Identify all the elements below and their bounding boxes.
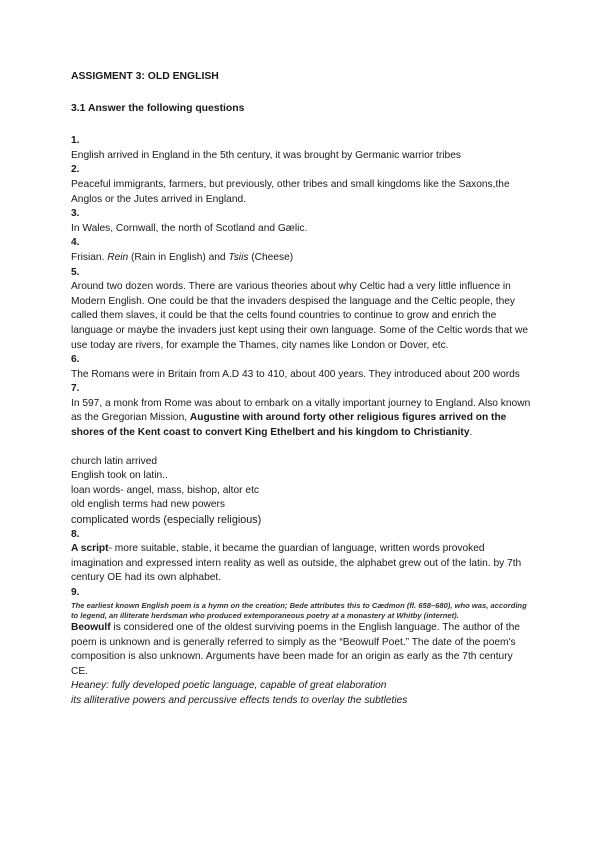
answer-1: English arrived in England in the 5th century, it was brought by Germanic warrior tribes xyxy=(71,149,461,161)
question-6-number: 6. xyxy=(71,354,80,366)
note-line: complicated words (especially religious) xyxy=(71,514,262,527)
answer-4 xyxy=(71,251,531,266)
answer-8-text: - more suitable, stable, it became the guardian of language, written words provoked imagination and expressed intern reality as well as outside, the alphabet grew out of the latin. by 7th century OE had its own alphabet. xyxy=(71,543,522,584)
answer-7-text: In 597, a monk from Rome was about to embark on a vitally important journey to England. Also known as the Gregorian Mission, xyxy=(71,397,531,424)
answer-8-bold: A script xyxy=(71,543,109,555)
answer-7-end: . xyxy=(469,427,473,439)
answer-4-mid: (Rain in English) and xyxy=(128,251,229,263)
answer-5: Around two dozen words. There are various theories about why Celtic had a very little influence in Modern English. One could be that the invaders despised the language and the Celtic people, they called them slaves, it could be that the celts found countries to continue to grow and enrich the language or maybe the invaders just kept using their own language. Some of the Celtic words that we use today are rivers, for example the Thames, city names like London or Dover, etc. xyxy=(71,281,529,351)
note-line: church latin arrived xyxy=(71,455,158,467)
question-8-number: 8. xyxy=(71,528,80,540)
question-1-number: 1. xyxy=(71,135,80,147)
section-heading: 3.1 Answer the following questions xyxy=(71,102,245,114)
answer-9-bold: Beowulf xyxy=(71,622,111,633)
spacer xyxy=(71,441,531,455)
note-line: loan words- angel, mass, bishop, altor etc xyxy=(71,484,259,496)
question-5-number: 5. xyxy=(71,266,80,278)
answer-8 xyxy=(71,542,531,586)
answer-4-post: (Cheese) xyxy=(248,251,294,263)
question-2-number: 2. xyxy=(71,164,80,176)
answer-7-bold: Augustine with around forty other religious figures arrived on the shores of the Kent coast to convert King Ethelbert and his kingdom to Christianity xyxy=(71,412,507,439)
answer-3: In Wales, Cornwall, the north of Scotland and Gælic. xyxy=(71,222,308,234)
answer-9 xyxy=(71,621,531,679)
page-title: ASSIGMENT 3: OLD ENGLISH xyxy=(71,71,219,82)
note-line: old english terms had new powers xyxy=(71,499,226,511)
answer-4-rein: Rein xyxy=(107,251,129,263)
answer-9-quote: The earliest known English poem is a hymn on the creation; Bede attributes this to Cædmon (fl. 658–680), who was, according to legend, an illiterate herdsman who produced extemporaneous poetry at a monastery at Whitby (internet). xyxy=(71,600,527,620)
question-4-number: 4. xyxy=(71,237,80,249)
answer-2: Peaceful immigrants, farmers, but previously, other tribes and small kingdoms like the Saxons,the Anglos or the Jutes arrived in England. xyxy=(71,178,510,205)
answer-9-text: is considered one of the oldest surviving poems in the English language. The author of the poem is unknown and is generally referred to simply as the “Beowulf Poet.” The date of the poem's composition is also unknown. Arguments have been made for an origin as early as the 7th century CE. xyxy=(71,622,520,677)
note-line: English took on latin.. xyxy=(71,470,168,482)
question-3-number: 3. xyxy=(71,208,80,220)
answer-4-tsiis: Tsiis xyxy=(228,251,249,263)
heaney-line-1: Heaney: fully developed poetic language, capable of great elaboration xyxy=(71,680,387,692)
answer-7 xyxy=(71,397,531,441)
answer-4-pre: Frisian. xyxy=(71,251,108,263)
answer-6: The Romans were in Britain from A.D 43 to 410, about 400 years. They introduced about 200 words xyxy=(71,368,520,380)
question-7-number: 7. xyxy=(71,383,80,395)
question-9-number: 9. xyxy=(71,587,80,598)
document-body xyxy=(71,70,531,709)
heaney-line-2: its alliterative powers and percussive effects tends to overlay the subtleties xyxy=(71,694,408,706)
